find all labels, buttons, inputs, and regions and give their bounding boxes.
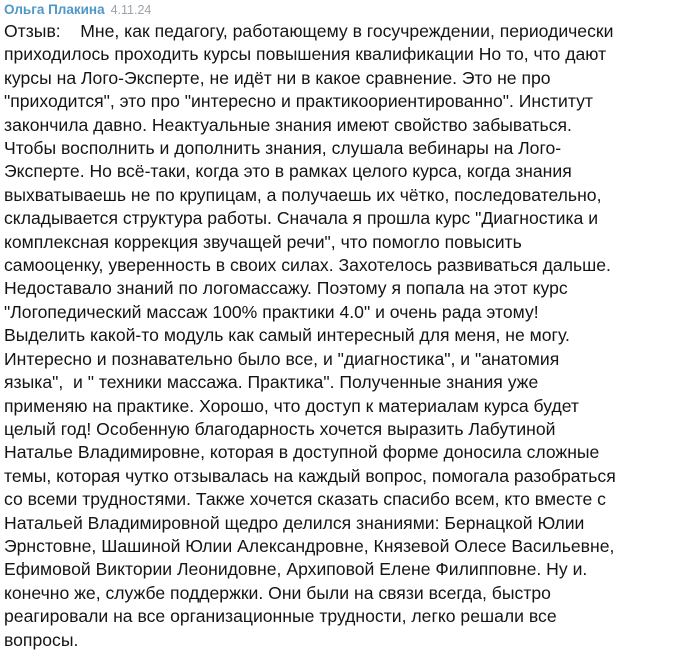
message-line: Эксперте. Но всё-таки, когда это в рамках целого курса, когда знания [4, 161, 572, 182]
message-line: темы, которая чутко отзывалась на каждый вопрос, помогала разобраться [4, 465, 616, 486]
message-line: Интересно и познавательно было все, и "диагностика", и "анатомия [4, 348, 560, 369]
message-line: складывается структура работы. Сначала я прошла курс "Диагностика и [4, 208, 599, 229]
message [4, 0, 688, 652]
message-date: 4.11.24 [110, 3, 152, 17]
message-line: целый год! Особенную благодарность хочется выразить Лабутиной [4, 418, 556, 439]
message-line: Натальей Владимировной щедро делился знаниями: Бернацкой Юлии [4, 512, 585, 533]
message-line: со всеми трудностями. Также хочется сказать спасибо всем, кто вместе с [4, 489, 606, 510]
message-line: закончила давно. Неактуальные знания имеют свойство забываться. [4, 114, 572, 135]
message-line: применяю на практике. Хорошо, что доступ к материалам курса будет [4, 395, 579, 416]
message-line: Ефимовой Виктории Леонидовне, Архиповой Елене Филипповне. Ну и. [4, 559, 588, 580]
message-line: выхватываешь не по крупицам, а получаешь их чётко, последовательно, [4, 184, 602, 205]
message-text [4, 20, 688, 652]
message-line: Наталье Владимировне, которая в доступной форме доносила сложные [4, 442, 600, 463]
message-header [4, 0, 688, 20]
message-line: реагировали на все организационные трудности, легко решали все [4, 606, 557, 627]
author-name[interactable]: Ольга Плакина [4, 2, 105, 17]
message-line: приходилось проходить курсы повышения квалификации Но то, что дают [4, 44, 607, 65]
message-line: Выделить какой-то модуль как самый интересный для меня, не могу. [4, 325, 570, 346]
message-line: Отзыв: Мне, как педагогу, работающему в госучреждении, периодически [4, 21, 614, 41]
message-line: Чтобы восполнить и дополнить знания, слушала вебинары на Лого- [4, 138, 562, 159]
message-line: комплексная коррекция звучащей речи", что помогло повысить [4, 231, 522, 252]
message-line: курсы на Лого-Эксперте, не идёт ни в какое сравнение. Это не про [4, 67, 551, 88]
message-line: языка", и " техники массажа. Практика". Полученные знания уже [4, 372, 539, 393]
message-line: Эрнстовне, Шашиной Юлии Александровне, Князевой Олесе Васильевне, [4, 535, 615, 556]
message-line: вопросы. [4, 629, 79, 650]
message-line: самооценку, уверенность в своих силах. Захотелось развиваться дальше. [4, 255, 611, 276]
message-line: Недоставало знаний по логомассажу. Поэтому я попала на этот курс [4, 278, 568, 299]
message-line: конечно же, службе поддержки. Они были на связи всегда, быстро [4, 582, 551, 603]
message-line: "Логопедический массаж 100% практики 4.0" и очень рада этому! [4, 301, 539, 322]
message-line: "приходится", это про "интересно и практикоориентированно". Институт [4, 91, 593, 112]
